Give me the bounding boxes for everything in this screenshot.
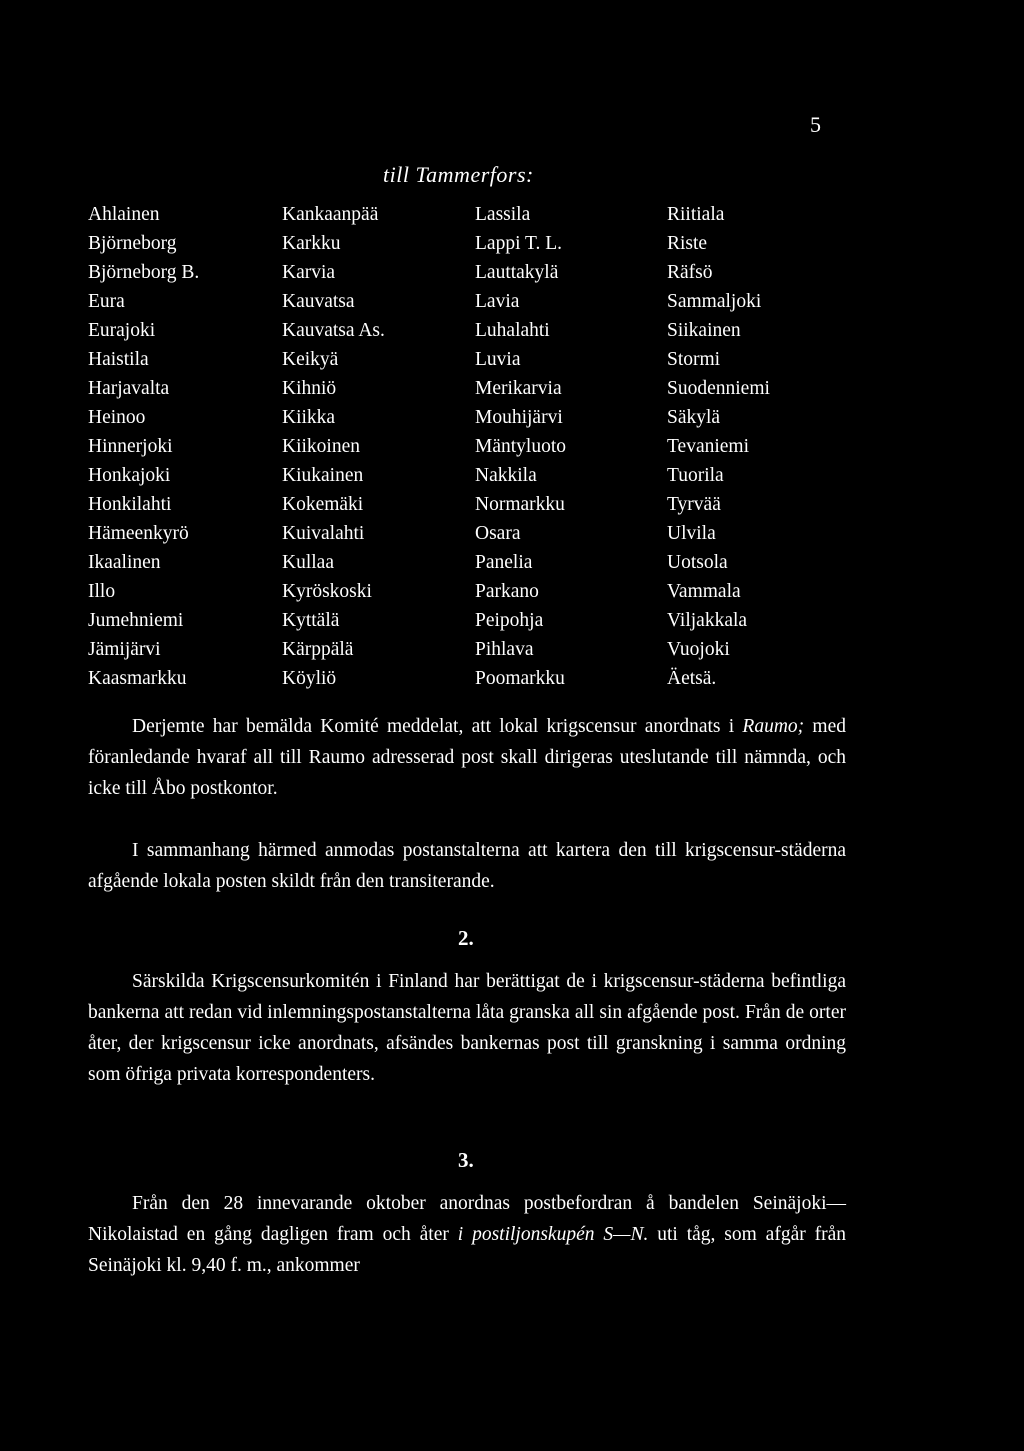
place-column-4 <box>667 200 770 693</box>
place-name: Kyröskoski <box>282 581 372 602</box>
place-name: Luhalahti <box>475 320 550 341</box>
place-name: Illo <box>88 581 116 602</box>
place-name: Lavia <box>475 291 520 312</box>
paragraph-censorship <box>88 711 846 804</box>
place-name: Luvia <box>475 349 521 370</box>
place-name: Kauvatsa <box>282 291 355 312</box>
place-name: Jämijärvi <box>88 639 161 660</box>
para3-text: Särskilda Krigscensurkomitén i Finland har berättigat de i krigscensur-städerna befintliga bankerna att redan vid inlemningspostanstalterna låta granska all sin afgående post. Från de orter åter, der krigscensur icke anordnats, afsändes bankernas post till granskning i samma ordning som öfriga privata korrespondenters. <box>88 971 846 1085</box>
place-name: Honkilahti <box>88 494 172 515</box>
place-name: Stormi <box>667 349 721 370</box>
place-name: Tevaniemi <box>667 436 750 457</box>
place-name: Kaasmarkku <box>88 668 187 689</box>
place-name: Lassila <box>475 204 531 225</box>
place-name: Kuivalahti <box>282 523 365 544</box>
paragraph-railway <box>88 1188 846 1281</box>
section-number-3: 3. <box>458 1148 474 1172</box>
place-name: Pihlava <box>475 639 534 660</box>
place-name: Hämeenkyrö <box>88 523 189 544</box>
para1-text-b: med föranledande hvaraf all till Raumo adresserad post skall dirigeras uteslutande till nämnda, och icke till Åbo postkontor. <box>88 716 846 799</box>
place-name: Jumehniemi <box>88 610 184 631</box>
para2-text: I sammanhang härmed anmodas postanstalterna att kartera den till krigscensur-städerna afgående lokala posten skildt från den transiterande. <box>88 840 846 892</box>
place-name: Riste <box>667 233 708 254</box>
place-name: Kauvatsa As. <box>282 320 385 341</box>
place-name: Kiukainen <box>282 465 364 486</box>
place-name: Ahlainen <box>88 204 160 225</box>
place-name: Karvia <box>282 262 336 283</box>
para4-text-b: uti tåg, som afgår från Seinäjoki kl. 9,40 f. m., ankommer <box>88 1224 847 1276</box>
place-column-3 <box>475 200 566 693</box>
place-name: Kyttälä <box>282 610 340 631</box>
place-name: Keikyä <box>282 349 339 370</box>
place-column-1 <box>88 200 199 693</box>
place-name: Köyliö <box>282 668 337 689</box>
place-name: Eurajoki <box>88 320 156 341</box>
place-name: Harjavalta <box>88 378 170 399</box>
place-name: Lappi T. L. <box>475 233 563 254</box>
place-name: Panelia <box>475 552 533 573</box>
para1-text-a: Derjemte har bemälda Komité meddelat, att lokal krigscensur anordnats i <box>132 716 743 737</box>
place-name: Kihniö <box>282 378 337 399</box>
place-name: Haistila <box>88 349 149 370</box>
section-number-2: 2. <box>458 926 474 950</box>
paragraph-banks <box>88 966 846 1090</box>
place-name: Parkano <box>475 581 539 602</box>
place-name: Kiikoinen <box>282 436 360 457</box>
place-name: Kullaa <box>282 552 334 573</box>
place-name: Poomarkku <box>475 668 565 689</box>
place-name: Kokemäki <box>282 494 364 515</box>
place-name: Eura <box>88 291 125 312</box>
place-name: Sammaljoki <box>667 291 762 312</box>
paragraph-sorting <box>88 835 846 897</box>
place-name: Hinnerjoki <box>88 436 173 457</box>
place-name: Tuorila <box>667 465 724 486</box>
place-name: Äetsä. <box>667 668 717 689</box>
place-name: Viljakkala <box>667 610 748 631</box>
place-name: Riitiala <box>667 204 725 225</box>
place-name: Lauttakylä <box>475 262 559 283</box>
place-name: Kiikka <box>282 407 336 428</box>
para4-text-a: Från den 28 innevarande oktober anordnas postbefordran å bandelen Seinäjoki—Nikolaistad en gång dagligen fram och åter <box>88 1193 846 1245</box>
place-column-2 <box>282 200 385 693</box>
place-name: Tyrvää <box>667 494 721 515</box>
para4-italic: i postiljonskupén S—N. <box>457 1224 649 1245</box>
place-name: Räfsö <box>667 262 713 283</box>
place-name: Siikainen <box>667 320 741 341</box>
place-name: Honkajoki <box>88 465 171 486</box>
place-name: Mouhijärvi <box>475 407 563 428</box>
place-name: Björneborg B. <box>88 262 200 283</box>
place-name: Vuojoki <box>667 639 730 660</box>
place-name: Björneborg <box>88 233 177 254</box>
place-name: Merikarvia <box>475 378 562 399</box>
place-name: Karkku <box>282 233 341 254</box>
place-name: Nakkila <box>475 465 537 486</box>
place-name: Kankaanpää <box>282 204 379 225</box>
place-name: Vammala <box>667 581 741 602</box>
place-name: Säkylä <box>667 407 721 428</box>
place-name: Heinoo <box>88 407 146 428</box>
place-name: Mäntyluoto <box>475 436 566 457</box>
para1-italic: Raumo; <box>742 716 805 737</box>
place-name: Ikaalinen <box>88 552 161 573</box>
place-name: Peipohja <box>475 610 544 631</box>
place-name: Osara <box>475 523 521 544</box>
place-name: Suodenniemi <box>667 378 770 399</box>
list-heading: till Tammerfors: <box>383 162 534 187</box>
place-name: Uotsola <box>667 552 728 573</box>
place-name: Normarkku <box>475 494 565 515</box>
place-name: Ulvila <box>667 523 716 544</box>
place-name: Kärppälä <box>282 639 354 660</box>
page-number: 5 <box>810 112 821 137</box>
